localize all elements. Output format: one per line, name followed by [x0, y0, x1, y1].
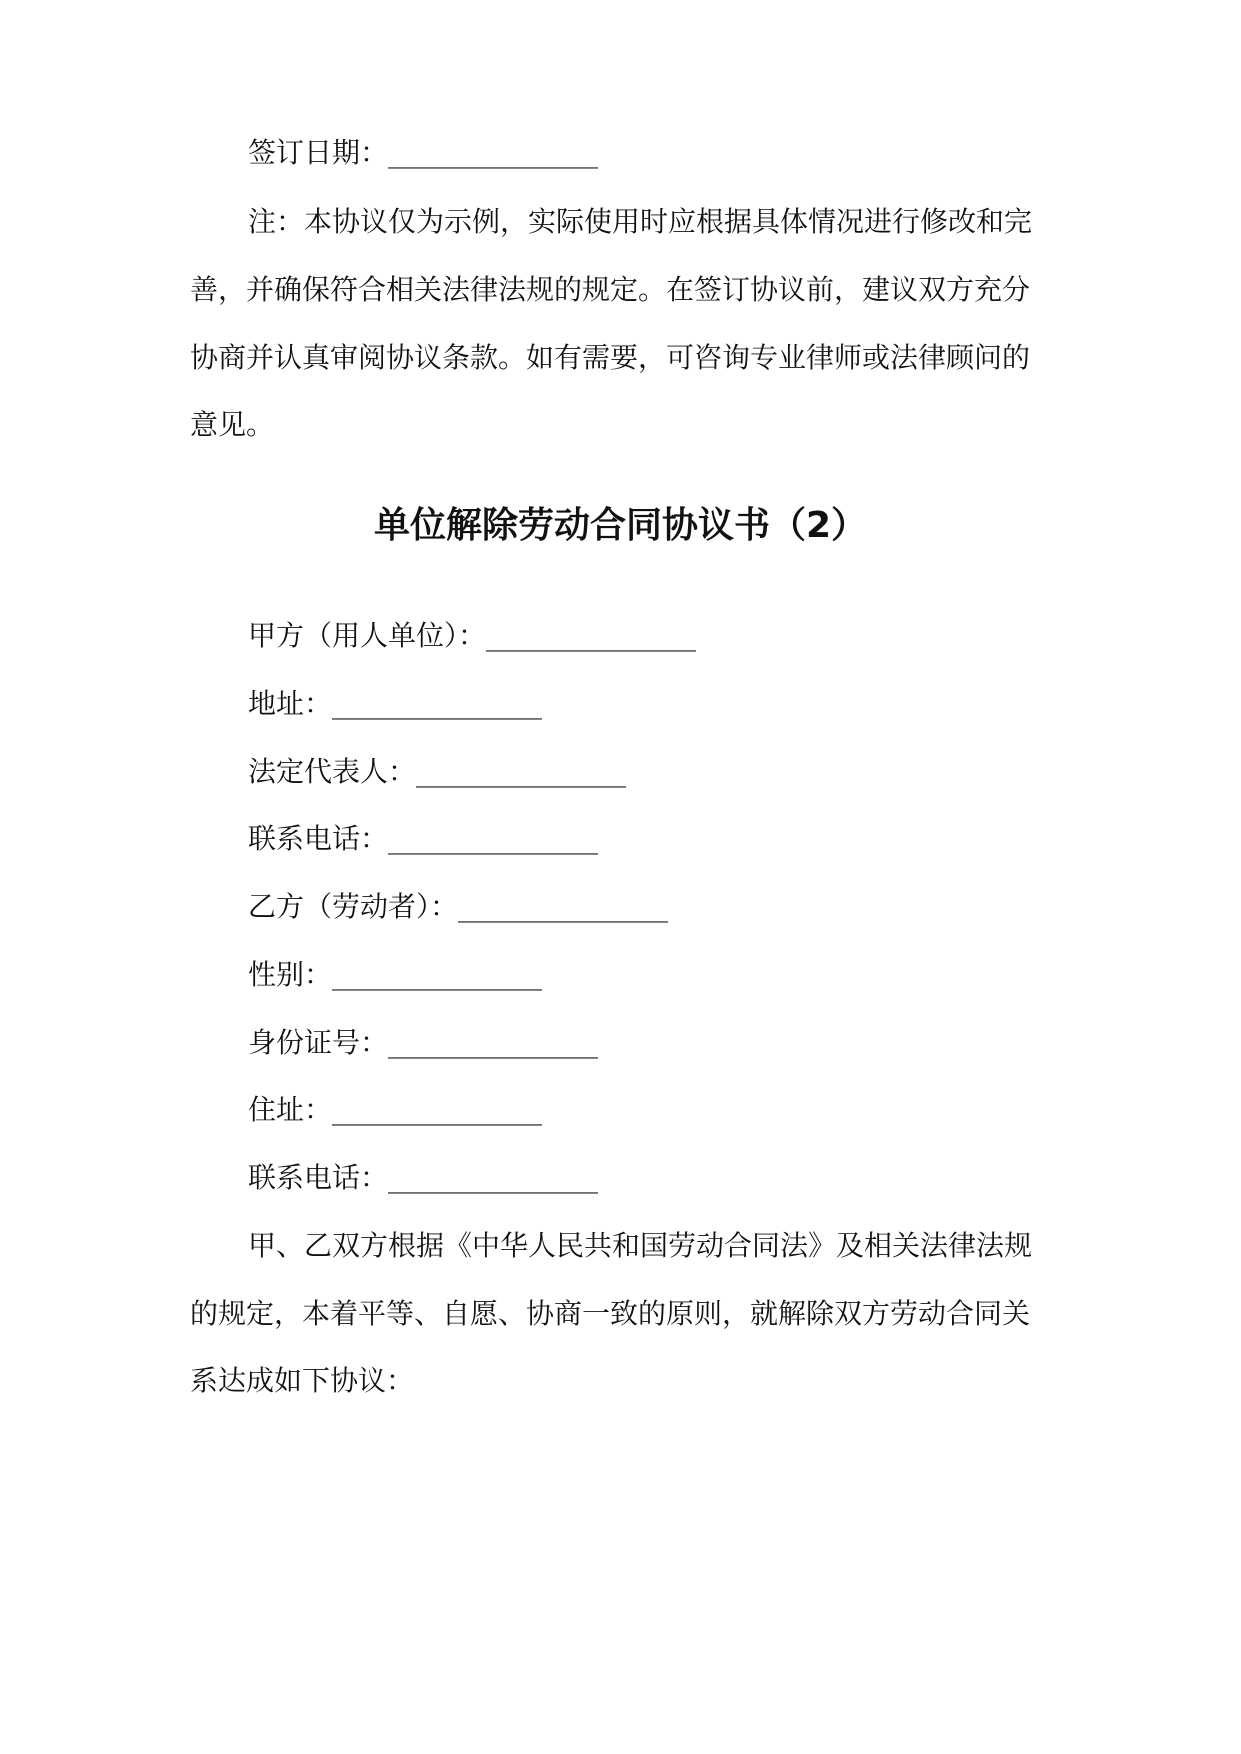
- document-title: 单位解除劳动合同协议书（2）: [373, 505, 868, 546]
- party-a-phone-line: 联系电话：_______________: [248, 822, 599, 855]
- party-a-legal-rep-line: 法定代表人：_______________: [248, 755, 627, 788]
- intro-line-1: 甲、乙双方根据《中华人民共和国劳动合同法》及相关法律法规: [248, 1229, 1033, 1262]
- party-b-address-line: 住址：_______________: [248, 1093, 543, 1126]
- party-b-id-line: 身份证号：_______________: [248, 1026, 599, 1059]
- party-b-phone-line: 联系电话：_______________: [248, 1161, 599, 1194]
- signing-date-line: 签订日期：_______________: [248, 136, 599, 169]
- party-a-name-line: 甲方（用人单位）：_______________: [248, 619, 697, 652]
- note-line-3: 协商并认真审阅协议条款。如有需要，可咨询专业律师或法律顾问的: [190, 341, 1031, 374]
- intro-line-2: 的规定，本着平等、自愿、协商一致的原则，就解除双方劳动合同关: [190, 1297, 1031, 1330]
- party-b-gender-line: 性别：_______________: [248, 958, 543, 991]
- note-line-1: 注：本协议仅为示例，实际使用时应根据具体情况进行修改和完: [248, 205, 1033, 238]
- note-line-4: 意见。: [190, 408, 275, 441]
- party-b-name-line: 乙方（劳动者）：_______________: [248, 890, 669, 923]
- note-line-2: 善，并确保符合相关法律法规的规定。在签订协议前，建议双方充分: [190, 273, 1031, 306]
- intro-line-3: 系达成如下协议：: [190, 1364, 415, 1397]
- party-a-address-line: 地址：_______________: [248, 687, 543, 720]
